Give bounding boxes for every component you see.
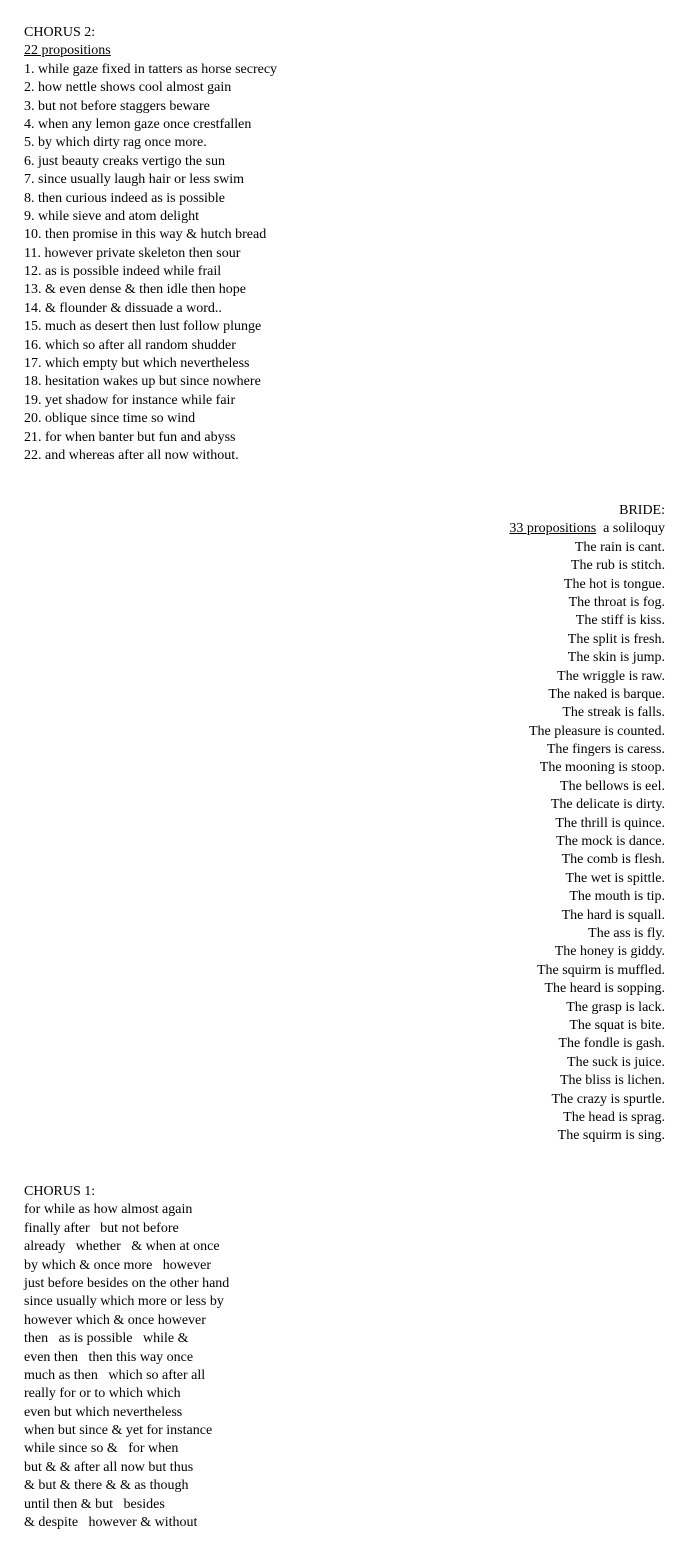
bride-line: The mock is dance. [556, 834, 665, 850]
bride-line: The mouth is tip. [569, 889, 665, 905]
chorus-2-line: 5. by which dirty rag once more. [24, 135, 207, 151]
chorus-1-line: by which & once more however [24, 1257, 211, 1273]
bride-line: The rub is stitch. [570, 558, 665, 574]
chorus-2-line: 7. since usually laugh hair or less swim [24, 172, 245, 188]
chorus-2-line: 18. hesitation wakes up but since nowhere [24, 374, 261, 390]
chorus-2-line: 22. and whereas after all now without. [24, 447, 239, 463]
bride-line: The fingers is caress. [546, 742, 665, 758]
bride-line: The bliss is lichen. [560, 1073, 665, 1089]
chorus-1-line: already whether & when at once [24, 1239, 220, 1255]
chorus-1-line: then as is possible while & [24, 1331, 189, 1347]
chorus-1-line: for while as how almost again [24, 1202, 193, 1218]
bride-line: The crazy is spurtle. [551, 1091, 665, 1107]
chorus-2-line: 3. but not before staggers beware [24, 98, 210, 114]
chorus-2-line: 2. how nettle shows cool almost gain [24, 80, 232, 96]
chorus-1-line: when but since & yet for instance [24, 1423, 213, 1439]
chorus-1-line: really for or to which which [24, 1386, 181, 1402]
chorus-1-line: until then & but besides [24, 1496, 165, 1512]
chorus-1-heading: CHORUS 1: [24, 1184, 96, 1199]
chorus-2-line: 20. oblique since time so wind [24, 411, 196, 427]
chorus-2-line: 9. while sieve and atom delight [24, 208, 199, 224]
chorus-2-line: 19. yet shadow for instance while fair [24, 392, 236, 408]
bride-line: The squirm is sing. [557, 1128, 665, 1144]
bride-line: The throat is fog. [568, 594, 665, 610]
bride-line: The rain is cant. [574, 539, 665, 555]
bride-line: The split is fresh. [567, 631, 665, 647]
bride-line: The skin is jump. [567, 650, 665, 666]
chorus-1-line: however which & once however [24, 1312, 206, 1328]
bride-line: The squirm is muffled. [536, 962, 665, 978]
bride-line: The suck is juice. [567, 1054, 665, 1070]
bride-line: The stiff is kiss. [575, 613, 665, 629]
chorus-1-line: & despite however & without [24, 1515, 198, 1531]
bride-section [509, 502, 665, 1146]
bride-line: The grasp is lack. [566, 999, 665, 1015]
chorus-2-heading: CHORUS 2: [24, 25, 96, 40]
chorus-1-section [24, 1183, 229, 1532]
bride-line: The hot is tongue. [563, 576, 665, 592]
bride-line: The honey is giddy. [554, 944, 665, 960]
bride-line: The comb is flesh. [561, 852, 665, 868]
chorus-1-line: much as then which so after all [24, 1367, 206, 1383]
chorus-1-line: just before besides on the other hand [24, 1275, 230, 1291]
bride-subheading-suffix: a soliloquy [596, 521, 665, 537]
chorus-2-line: 14. & flounder & dissuade a word.. [24, 300, 222, 316]
chorus-1-line: & but & there & & as though [24, 1478, 189, 1494]
bride-line: The naked is barque. [548, 686, 665, 702]
chorus-1-line: since usually which more or less by [24, 1294, 224, 1310]
chorus-2-line: 4. when any lemon gaze once crestfallen [24, 116, 252, 132]
bride-line: The streak is falls. [562, 705, 665, 721]
chorus-2-line: 12. as is possible indeed while frail [24, 264, 222, 280]
bride-line: The hard is squall. [561, 907, 665, 923]
bride-line: The bellows is eel. [560, 778, 665, 794]
bride-line: The squat is bite. [569, 1017, 665, 1033]
chorus-2-line: 1. while gaze fixed in tatters as horse secrecy [24, 61, 278, 77]
chorus-2-line: 21. for when banter but fun and abyss [24, 429, 236, 445]
chorus-1-line: but & & after all now but thus [24, 1459, 194, 1475]
chorus-2-line: 13. & even dense & then idle then hope [24, 282, 246, 298]
chorus-1-line: finally after but not before [24, 1220, 179, 1236]
chorus-2-line: 16. which so after all random shudder [24, 337, 236, 353]
chorus-1-line: while since so & for when [24, 1441, 179, 1457]
bride-line: The fondle is gash. [558, 1036, 665, 1052]
chorus-2-section [24, 24, 277, 465]
chorus-1-line: even but which nevertheless [24, 1404, 183, 1420]
bride-line: The thrill is quince. [555, 815, 665, 831]
bride-line: The ass is fly. [588, 925, 665, 941]
bride-line: The head is sprag. [563, 1109, 665, 1125]
chorus-2-line: 8. then curious indeed as is possible [24, 190, 226, 206]
chorus-2-line: 6. just beauty creaks vertigo the sun [24, 153, 226, 169]
chorus-2-subheading: 22 propositions [24, 43, 111, 59]
chorus-2-line: 11. however private skeleton then sour [24, 245, 241, 261]
bride-line: The delicate is dirty. [550, 797, 665, 813]
chorus-2-line: 15. much as desert then lust follow plunge [24, 319, 262, 335]
bride-line: The mooning is stoop. [539, 760, 665, 776]
bride-subheading-row [509, 520, 665, 538]
bride-line: The wriggle is raw. [557, 668, 665, 684]
bride-line: The pleasure is counted. [528, 723, 665, 739]
chorus-1-line: even then then this way once [24, 1349, 194, 1365]
chorus-2-line: 10. then promise in this way & hutch bread [24, 227, 267, 243]
bride-subheading: 33 propositions [509, 521, 597, 537]
bride-line: The heard is sopping. [544, 981, 665, 997]
bride-line: The wet is spittle. [565, 870, 665, 886]
chorus-2-line: 17. which empty but which nevertheless [24, 356, 250, 372]
bride-heading: BRIDE: [619, 503, 665, 518]
